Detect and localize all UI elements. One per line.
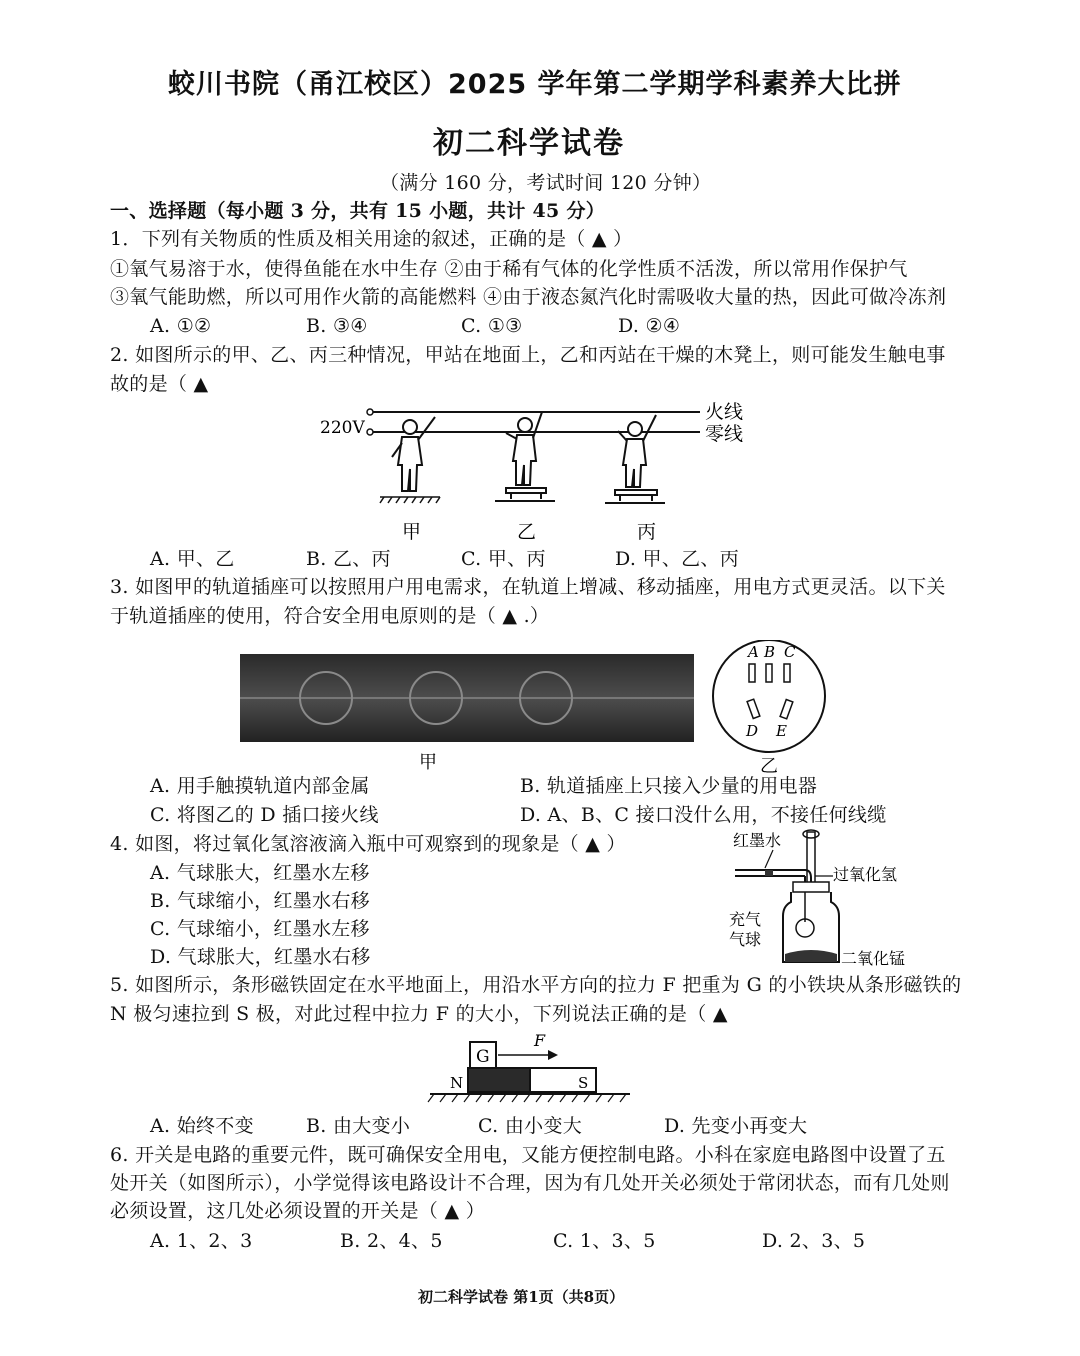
exam-header-title: 蛟川书院（甬江校区）2025 学年第二学期学科素养大比拼 (168, 69, 902, 100)
q4-option-d: D. 气球胀大，红墨水右移 (150, 946, 371, 968)
stool-bing (605, 490, 665, 503)
person-yi (506, 412, 542, 485)
q4-balloon-label1: 充气 (729, 910, 762, 929)
section-heading: 一、选择题（每小题 3 分，共有 15 小题，共计 45 分） (110, 200, 606, 222)
q3-stem-line2: 于轨道插座的使用，符合安全用电原则的是（ ▲ .） (110, 605, 550, 627)
q2-live-label: 火线 (705, 401, 744, 423)
q1-stem: 1．下列有关物质的性质及相关用途的叙述，正确的是（ ▲ ） (110, 228, 633, 250)
q3-socket-figure (236, 640, 836, 775)
q5-option-b: B. 由大变小 (306, 1115, 411, 1137)
q3-option-a: A. 用手触摸轨道内部金属 (150, 775, 370, 797)
person-jia (392, 417, 435, 491)
q2-voltage-label: 220V (320, 418, 365, 438)
q2-option-c: C. 甲、丙 (461, 548, 546, 570)
q6-option-d: D. 2、3、5 (762, 1230, 866, 1252)
q4-apparatus-figure (725, 822, 925, 972)
q1-option-b: B. ③④ (306, 315, 368, 337)
exam-info: （满分 160 分，考试时间 120 分钟） (380, 172, 712, 194)
q6-stem-line1: 6. 开关是电路的重要元件，既可确保安全用电，又能方便控制电路。小科在家庭电路图中设置了五 (110, 1144, 946, 1166)
q6-option-c: C. 1、3、5 (553, 1230, 656, 1252)
q5-g-label: G (476, 1047, 490, 1067)
q6-stem-line3: 必须设置，这几处必须设置的开关是（ ▲ ） (110, 1200, 485, 1222)
q2-neutral-label: 零线 (705, 423, 744, 445)
q1-option-d: D. ②④ (618, 315, 681, 337)
mno2-powder (785, 950, 837, 962)
stool-yi (495, 488, 555, 501)
q3-stem-line1: 3. 如图甲的轨道插座可以按照用户用电需求，在轨道上增减、移动插座，用电方式更灵活。以下关 (110, 576, 946, 598)
q4-mno2-label: 二氧化锰 (841, 949, 906, 968)
q5-n-label: N (450, 1074, 464, 1092)
q6-stem-line2: 处开关（如图所示），小学觉得该电路设计不合理，因为有几处开关必须处于常闭状态，而有几处则 (110, 1172, 950, 1194)
q6-option-b: B. 2、4、5 (340, 1230, 443, 1252)
q2-label-yi: 乙 (517, 521, 537, 543)
q5-option-c: C. 由小变大 (478, 1115, 583, 1137)
q5-magnet-figure (420, 1030, 640, 1110)
q2-circuit-figure (310, 395, 770, 545)
q1-option-a: A. ①② (150, 315, 212, 337)
person-bing (618, 415, 656, 487)
q4-h2o2-label: 过氧化氢 (833, 865, 898, 884)
q2-option-b: B. 乙、丙 (306, 548, 391, 570)
socket-label-c: C (784, 643, 796, 661)
magnet-north-half (468, 1068, 530, 1092)
q5-stem-line2: N 极匀速拉到 S 极，对此过程中拉力 F 的大小，下列说法正确的是（ ▲ (110, 1003, 728, 1025)
q4-option-a: A. 气球胀大，红墨水左移 (150, 862, 370, 884)
q2-stem-line2: 故的是（ ▲ (110, 373, 209, 395)
q2-option-a: A. 甲、乙 (150, 548, 235, 570)
socket-label-a: A (748, 643, 759, 661)
page-footer: 初二科学试卷 第1页（共8页） (418, 1288, 625, 1306)
q3-label-yi: 乙 (760, 756, 778, 775)
q4-stem: 4. 如图，将过氧化氢溶液滴入瓶中可观察到的现象是（ ▲ ） (110, 833, 626, 855)
q3-label-jia: 甲 (419, 752, 437, 773)
socket-label-e: E (776, 722, 787, 740)
q5-option-a: A. 始终不变 (150, 1115, 254, 1137)
q4-ink-label: 红墨水 (733, 831, 782, 850)
q4-balloon-label2: 气球 (729, 930, 762, 949)
q5-stem-line1: 5. 如图所示，条形磁铁固定在水平地面上，用沿水平方向的拉力 F 把重为 G 的小铁块从条形磁铁的 (110, 974, 962, 996)
q4-option-b: B. 气球缩小，红墨水右移 (150, 890, 370, 912)
q2-stem-line1: 2. 如图所示的甲、乙、丙三种情况，甲站在地面上，乙和丙站在干燥的木凳上，则可能发生触电事 (110, 344, 946, 366)
q3-option-b: B. 轨道插座上只接入少量的用电器 (520, 775, 818, 797)
q5-f-label: F (534, 1031, 546, 1050)
q2-option-d: D. 甲、乙、丙 (615, 548, 740, 570)
q6-option-a: A. 1、2、3 (150, 1230, 253, 1252)
exam-subtitle: 初二科学试卷 (433, 126, 625, 161)
q1-line1: ①氧气易溶于水，使得鱼能在水中生存 ②由于稀有气体的化学性质不活泼，所以常用作保护气 (110, 258, 908, 280)
socket-label-b: B (764, 643, 776, 661)
q2-label-jia: 甲 (402, 521, 422, 543)
q2-label-bing: 丙 (637, 521, 657, 543)
q5-option-d: D. 先变小再变大 (664, 1115, 808, 1137)
ground-jia (380, 497, 440, 503)
q5-s-label: S (578, 1074, 589, 1092)
q1-line2: ③氧气能助燃，所以可用作火箭的高能燃料 ④由于液态氮汽化时需吸收大量的热，因此可做冷冻剂 (110, 286, 947, 308)
q3-option-d: D. A、B、C 接口没什么用，不接任何线缆 (520, 804, 887, 826)
q3-option-c: C. 将图乙的 D 插口接火线 (150, 804, 379, 826)
q4-option-c: C. 气球缩小，红墨水左移 (150, 918, 370, 940)
socket-label-d: D (746, 722, 759, 740)
q1-option-c: C. ①③ (461, 315, 523, 337)
